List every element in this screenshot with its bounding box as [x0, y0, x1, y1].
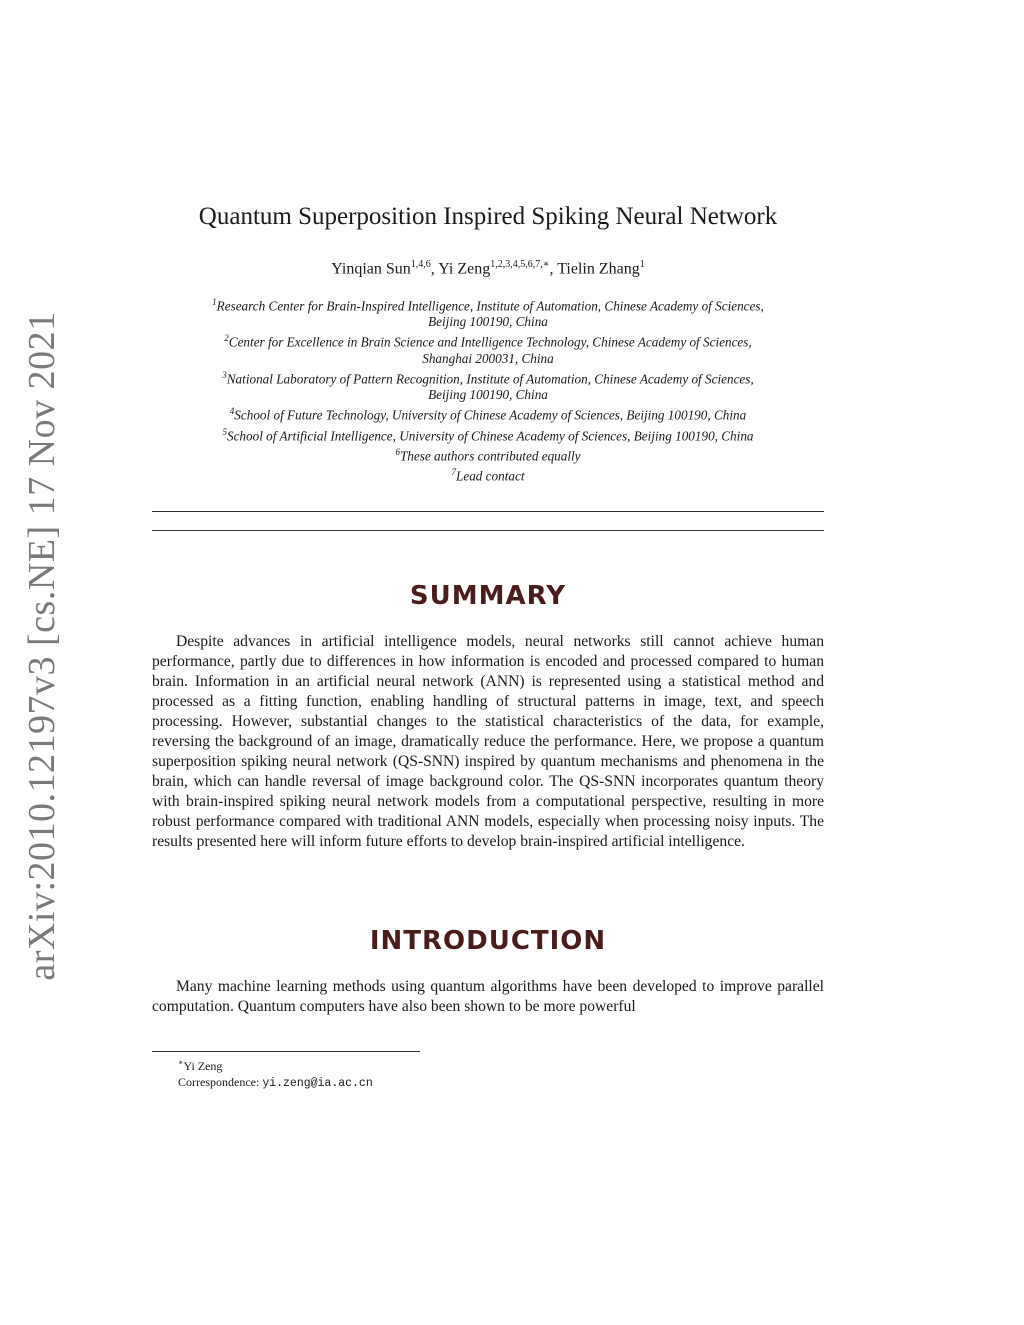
- author-name: Yi Zeng: [438, 260, 491, 278]
- affiliation-mark: 4: [229, 406, 235, 417]
- summary-paragraph: Despite advances in artificial intelligence models, neural networks still cannot achieve human performance, partly due to differences in how information is encoded and processed compared to human brain. Information in an artificial neural network (ANN) is represented using a statistical method and processed as a fitting function, enabling handling of structural patterns in image, text, and speech processing. However, substantial changes to the statistical characteristics of the data, for example, reversing the background of an image, dramatically reduce the performance. Here, we propose a quantum superposition spiking neural network (QS-SNN) inspired by quantum mechanisms and phenomena in the brain, which can handle reversal of image background color. The QS-SNN incorporates quantum theory with brain-inspired spiking neural network models from a computational perspective, resulting in more robust performance compared with traditional ANN models, especially when processing noisy inputs. The results presented here will inform future efforts to develop brain-inspired artificial intelligence.: [152, 633, 824, 850]
- arxiv-identifier: arXiv:2010.12197v3 [cs.NE] 17 Nov 2021: [21, 311, 63, 981]
- affiliation-mark: 7: [451, 467, 456, 478]
- summary-heading: SUMMARY: [409, 581, 567, 611]
- affiliation: [152, 330, 824, 350]
- footnote-block: [178, 1055, 373, 1092]
- affiliation-mark: 6: [395, 446, 400, 457]
- affiliation: [152, 464, 824, 484]
- footnote-rule: [152, 1051, 420, 1052]
- author-affiliation-marks: 1,4,6: [410, 259, 431, 270]
- affiliation: [152, 367, 824, 387]
- affiliation-text: School of Artificial Intelligence, University of Chinese Academy of Sciences, Beijing 100190, China: [226, 427, 754, 443]
- affiliation-text: Research Center for Brain-Inspired Intelligence, Institute of Automation, Chinese Academy of Sciences,: [216, 298, 764, 314]
- affiliation-text: These authors contributed equally: [399, 448, 581, 464]
- affiliation: [152, 444, 824, 464]
- affiliation: [152, 424, 824, 444]
- introduction-paragraph: Many machine learning methods using quantum algorithms have been developed to improve parallel computation. Quantum computers have also been shown to be more powerful: [152, 978, 824, 1015]
- introduction-heading: INTRODUCTION: [369, 926, 607, 956]
- affiliation-mark: 2: [224, 333, 229, 344]
- author-affiliation-marks: 1,2,3,4,5,6,7,∗: [490, 259, 550, 270]
- footnote-author: [178, 1055, 373, 1074]
- affiliation-text: National Laboratory of Pattern Recognition, Institute of Automation, Chinese Academy of Sciences,: [226, 371, 754, 387]
- affiliation-text: Center for Excellence in Brain Science and Intelligence Technology, Chinese Academy of Sciences,: [228, 334, 752, 350]
- arxiv-stamp: [0, 0, 90, 1325]
- author-list: [152, 259, 824, 278]
- affiliation: [152, 403, 824, 423]
- affiliations-block: [152, 294, 824, 485]
- header-rule-bottom: [152, 530, 824, 531]
- affiliation-text: Lead contact: [456, 468, 525, 484]
- author-name: Tielin Zhang: [557, 260, 640, 278]
- affiliation-mark: 1: [212, 297, 217, 307]
- affiliation: [152, 294, 824, 314]
- footnote-mark: ∗: [178, 1058, 184, 1067]
- affiliation-mark: 5: [222, 426, 227, 437]
- author-separator: ,: [549, 260, 558, 278]
- affiliation-continuation: Shanghai 200031, China: [422, 350, 554, 366]
- author-name: Yinqian Sun: [331, 260, 411, 278]
- header-rule-top: [152, 511, 824, 512]
- author-separator: ,: [430, 260, 439, 278]
- author-affiliation-marks: 1: [639, 259, 645, 270]
- affiliation-mark: 3: [222, 369, 227, 380]
- correspondence-email-link[interactable]: yi.zeng@ia.ac.cn: [262, 1077, 373, 1090]
- paper-title: Quantum Superposition Inspired Spiking Neural Network: [198, 203, 778, 230]
- affiliation-continuation: Beijing 100190, China: [428, 314, 548, 330]
- footnote-name: Yi Zeng: [183, 1059, 223, 1073]
- correspondence-label: Correspondence:: [178, 1075, 263, 1089]
- affiliation-text: School of Future Technology, University of Chinese Academy of Sciences, Beijing 100190, China: [234, 407, 747, 423]
- affiliation-continuation: Beijing 100190, China: [428, 387, 548, 403]
- footnote-correspondence: [178, 1074, 373, 1092]
